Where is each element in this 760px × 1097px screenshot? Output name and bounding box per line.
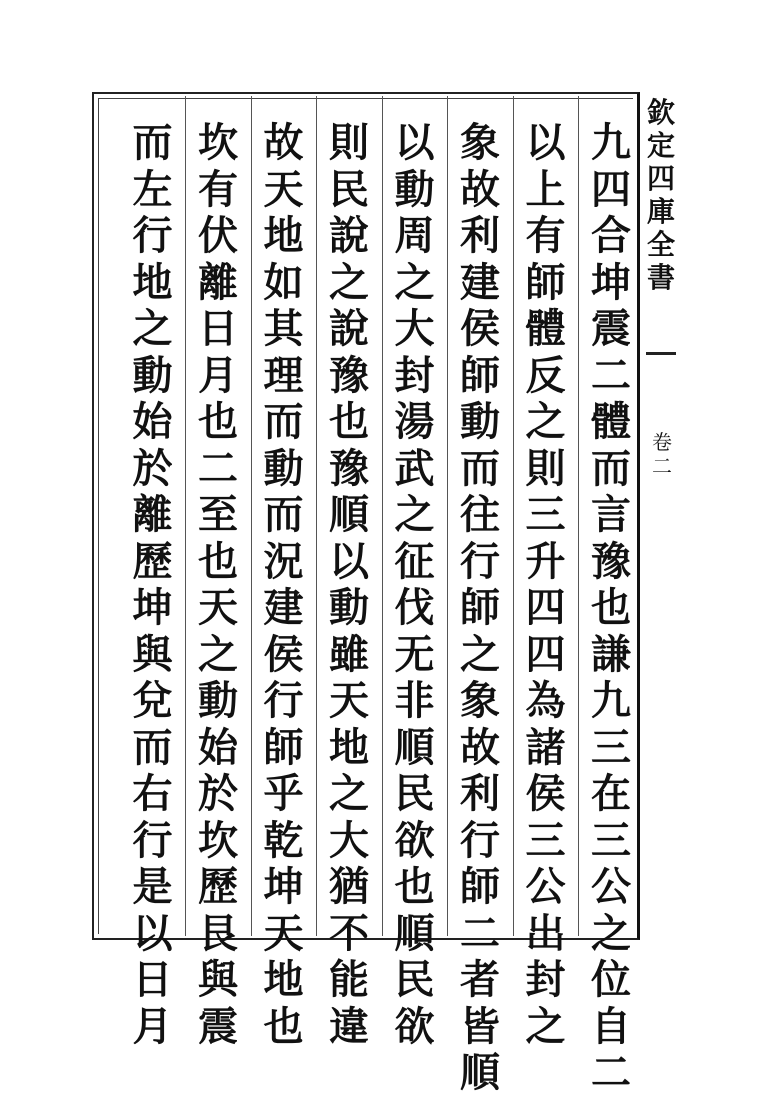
fish-tail-mark <box>646 342 676 355</box>
column-rule <box>185 96 186 936</box>
text-column: 故 天 地 如 其 理 而 動 而 況 建 侯 行 師 乎 乾 坤 天 地 也 <box>263 119 304 1050</box>
column-rule <box>447 96 448 936</box>
column-rule <box>316 96 317 936</box>
column-rule <box>513 96 514 936</box>
text-column: 象 故 利 建 侯 師 動 而 往 行 師 之 象 故 利 行 師 二 者 皆 順 <box>460 119 500 1096</box>
text-column: 以 上 有 師 體 反 之 則 三 升 四 四 為 諸 侯 三 公 出 封 之 <box>525 119 566 1050</box>
volume-label: 卷 二 <box>652 430 672 478</box>
text-column: 坎 有 伏 離 日 月 也 二 至 也 天 之 動 始 於 坎 歷 艮 與 震 <box>198 119 238 1050</box>
column-rule <box>578 96 579 936</box>
column-rule <box>251 96 252 936</box>
book-title: 欽 定 四 庫 全 書 <box>646 96 675 294</box>
text-column: 則 民 說 之 說 豫 也 豫 順 以 動 雖 天 地 之 大 猶 不 能 違 <box>329 119 369 1050</box>
text-column: 九 四 合 坤 震 二 體 而 言 豫 也 謙 九 三 在 三 公 之 位 自 二 <box>591 119 631 1096</box>
text-column: 以 動 周 之 大 封 湯 武 之 征 伐 无 非 順 民 欲 也 順 民 欲 <box>394 119 435 1050</box>
column-rule <box>382 96 383 936</box>
text-column: 而 左 行 地 之 動 始 於 離 歷 坤 與 兌 而 右 行 是 以 日 月 <box>132 119 173 1050</box>
